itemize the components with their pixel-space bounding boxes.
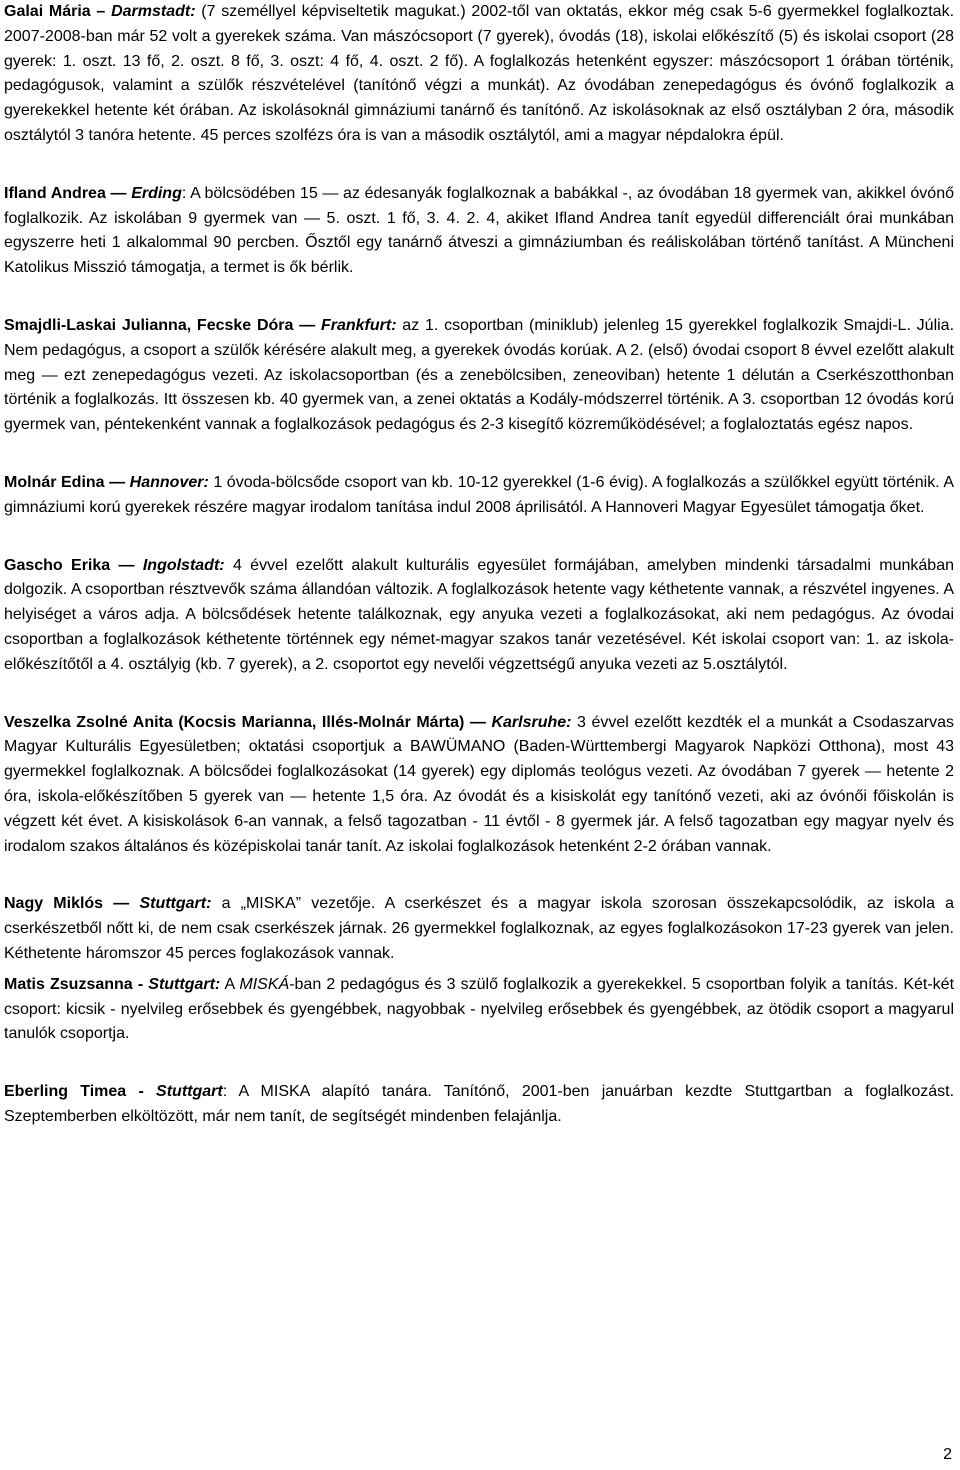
- dash: -: [126, 1083, 157, 1101]
- dash: —: [293, 316, 321, 334]
- dash: —: [464, 713, 492, 731]
- city-name: Frankfurt:: [320, 316, 397, 334]
- city-name: Karlsruhe:: [491, 713, 572, 731]
- entry-text: a „MISKA” vezetője. A cserkészet és a magyar iskola szorosan összekapcsolódik, az iskola a cserkészetből nőtt ki, de nem csak cserkészek járnak. 26 gyermekkel foglalkoznak, az egyes foglalkozásokon 17-23 gyerek van jelen. Kéthetente háromszor 45 perces foglakozások vannak.: [4, 895, 955, 962]
- person-name: Galai Mária: [4, 3, 91, 20]
- person-name: Smajdli-Laskai Julianna, Fecske Dóra: [4, 316, 294, 334]
- city-name: Stuttgart:: [139, 895, 212, 913]
- entry-stuttgart-eberling: [4, 1080, 954, 1130]
- dash: —: [110, 556, 143, 574]
- person-name: Ifland Andrea: [4, 184, 106, 202]
- entry-text: 3 évvel ezelőtt kezdték el a munkát a Csodaszarvas Magyar Kulturális Egyesületben; oktatási csoportjuk a BAWÜMANO (Baden-Württembergi Magyarok Napközi Otthona), most 43 gyermekkel foglalkoznak. A bölcsődei foglalkozásokat (14 gyerek) egy diplomás teológus vezeti. Az óvodában 7 gyerek — hetente 2 óra, iskola-előkészítőben 5 gyerek van — hetente 1,5 óra. Az óvodát és a kisiskolát egy tanítónő vezeti, aki az óvónői főiskolán is végzett két évet. A kisiskolások 6-an vannak, a felső tagozatban - 11 évtől - 8 gyermek jár. A felső tagozatban egy magyar nyelv és irodalom szakos általános és középiskolai tanár tanít. Az iskolai foglalkozások hetenként 2-2 órában vannak.: [4, 713, 955, 855]
- person-name: Nagy Miklós: [4, 895, 104, 913]
- city-name: Darmstadt:: [111, 3, 196, 20]
- entry-darmstadt: [4, 0, 954, 149]
- city-name: Erding: [131, 184, 182, 202]
- city-name: Stuttgart:: [148, 975, 221, 993]
- dash: -: [132, 975, 149, 993]
- entry-text: 4 évvel ezelőtt alakult kulturális egyesület formájában, amelyben mindenki társadalmi munkában dolgozik. A csoportban résztvevők száma állandóan változik. A foglalkozások hetente vagy kéthetente vannak, a részvétel ingyenes. A helyiséget a város adja. A bölcsődések hetente találkoznak, egy anyuka vezeti a foglalkozásokat, aki nem pedagógus. Az óvodai csoportban a foglalkozások kéthetente történnek egy német-magyar szakos tanár vezetésével. Két iskolai csoport van: 1. az iskola-előkészítőtől a 4. osztályig (kb. 7 gyerek), a 2. csoportot egy nevelői végzettségű anyuka vezeti az 5.osztálytól.: [4, 556, 954, 673]
- person-name: Gascho Erika: [4, 556, 111, 574]
- entry-text: az 1. csoportban (miniklub) jelenleg 15 gyerekkel foglalkozik Smajdi-L. Júlia. Nem pedagógus, a csoport a szülők kérésére alakult meg, a gyerekek óvodás korúak. A 2. (első) óvodai csoport 8 évvel ezelőtt alakult meg — ezt zenepedagógus vezeti. Az iskolacsoportban (és a zenebölcsiben, zeneoviban) hetente 1 délután a Cserkészotthonban történik a foglalkozás. Itt összesen kb. 40 gyermek van, a zenei oktatás a Kodály-módszerrel történik. A 3. csoportban 12 óvodás korú gyermek van, péntekenként vannak a foglalkozások pedagógus és 2-3 kisegítő közreműködésével; a foglaloztatás egész napos.: [4, 316, 955, 434]
- person-name: Matis Zsuzsanna: [4, 975, 133, 993]
- city-name: Stuttgart: [156, 1083, 223, 1101]
- entry-text: -ban 2 pedagógus és 3 szülő foglalkozik a gyerekekkel. 5 csoportban folyik a tanítás. Két-két csoport: kicsik - nyelvileg erősebbek és gyengébbek, nagyobbak - nyelvileg erősebbek és gyengébbek, az ötödik csoport a magyarul tanulók csoportja.: [4, 975, 955, 1043]
- dash: –: [90, 3, 112, 20]
- dash: —: [105, 184, 132, 202]
- entry-text: 1 óvoda-bölcsőde csoport van kb. 10-12 gyerekkel (1-6 évig). A foglalkozás a szülőkkel együtt történik. A gimnáziumi korú gyerekek részére magyar irodalom tanítása indul 2008 áprilisától. A Hannoveri Magyar Egyesület támogatja őket.: [4, 473, 955, 516]
- entry-erding: [4, 182, 954, 281]
- entry-text: : A bölcsödében 15 — az édesanyák foglalkoznak a babákkal -, az óvodában 18 gyermek van, akikkel óvónő foglalkozik. Az iskolában 9 gyermek van — 5. oszt. 1 fő, 3. 4. 2. 4, akiket Ifland Andrea tanít egyedül differenciált órai munkában egyszerre heti 1 alkalommal 90 percben. Ősztől egy tanárnő átveszi a gimnáziumban és reáliskolában történő tanítást. A Müncheni Katolikus Misszió támogatja, a termet is ők bérlik.: [4, 184, 955, 277]
- person-name: Eberling Timea: [4, 1083, 127, 1101]
- entry-karlsruhe: [4, 711, 954, 860]
- entry-stuttgart-nagy: [4, 892, 954, 966]
- dash: —: [103, 895, 140, 913]
- document-body: [4, 0, 954, 1130]
- page-number: 2: [943, 1446, 952, 1463]
- entry-frankfurt: [4, 314, 954, 438]
- entry-text-italic: MISKÁ: [239, 975, 290, 993]
- dash: —: [104, 473, 130, 491]
- city-name: Hannover:: [129, 473, 209, 491]
- person-name: Molnár Edina: [4, 473, 105, 491]
- city-name: Ingolstadt:: [142, 556, 225, 574]
- entry-text: (7 személlyel képviseltetik magukat.) 2002-től van oktatás, ekkor még csak 5-6 gyermekkel foglalkoztak. 2007-2008-ban már 52 volt a gyerekek száma. Van mászócsoport (7 gyerek), óvodás (18), iskolai előkészítő (5) és iskolai csoport (28 gyerek: 1. oszt. 13 fő, 2. oszt. 8 fő, 3. oszt: 4 fő, 4. oszt. 2 fő). A foglalkozás hetenként egyszer: mászócsoport 1 órában történik, pedagógusok, valamint a szülők részvételével (tanítónő végzi a munkát). Az óvodában zenepedagógus és óvónő foglalkozik a gyerekekkel hetente két órában. Az iskolásoknál gimnáziumi tanárnő és tanítónő. Az iskolásoknak az első osztályban 2 óra, második osztálytól 3 tanóra hetente. 45 perces szolfézs óra is van a második osztálytól, ami a magyar népdalokra épül.: [4, 3, 955, 144]
- entry-ingolstadt: [4, 554, 954, 678]
- person-name: Veszelka Zsolné Anita (Kocsis Marianna, Illés-Molnár Márta): [4, 713, 465, 731]
- entry-hannover: [4, 471, 954, 521]
- entry-stuttgart-matis: [4, 973, 954, 1047]
- entry-text-lead: A: [220, 975, 240, 993]
- entry-text: : A MISKA alapító tanára. Tanítónő, 2001-ben januárban kezdte Stuttgartban a foglalkozást. Szeptemberben elköltözött, már nem tanít, de segítségét mindenben felajánlja.: [4, 1083, 955, 1125]
